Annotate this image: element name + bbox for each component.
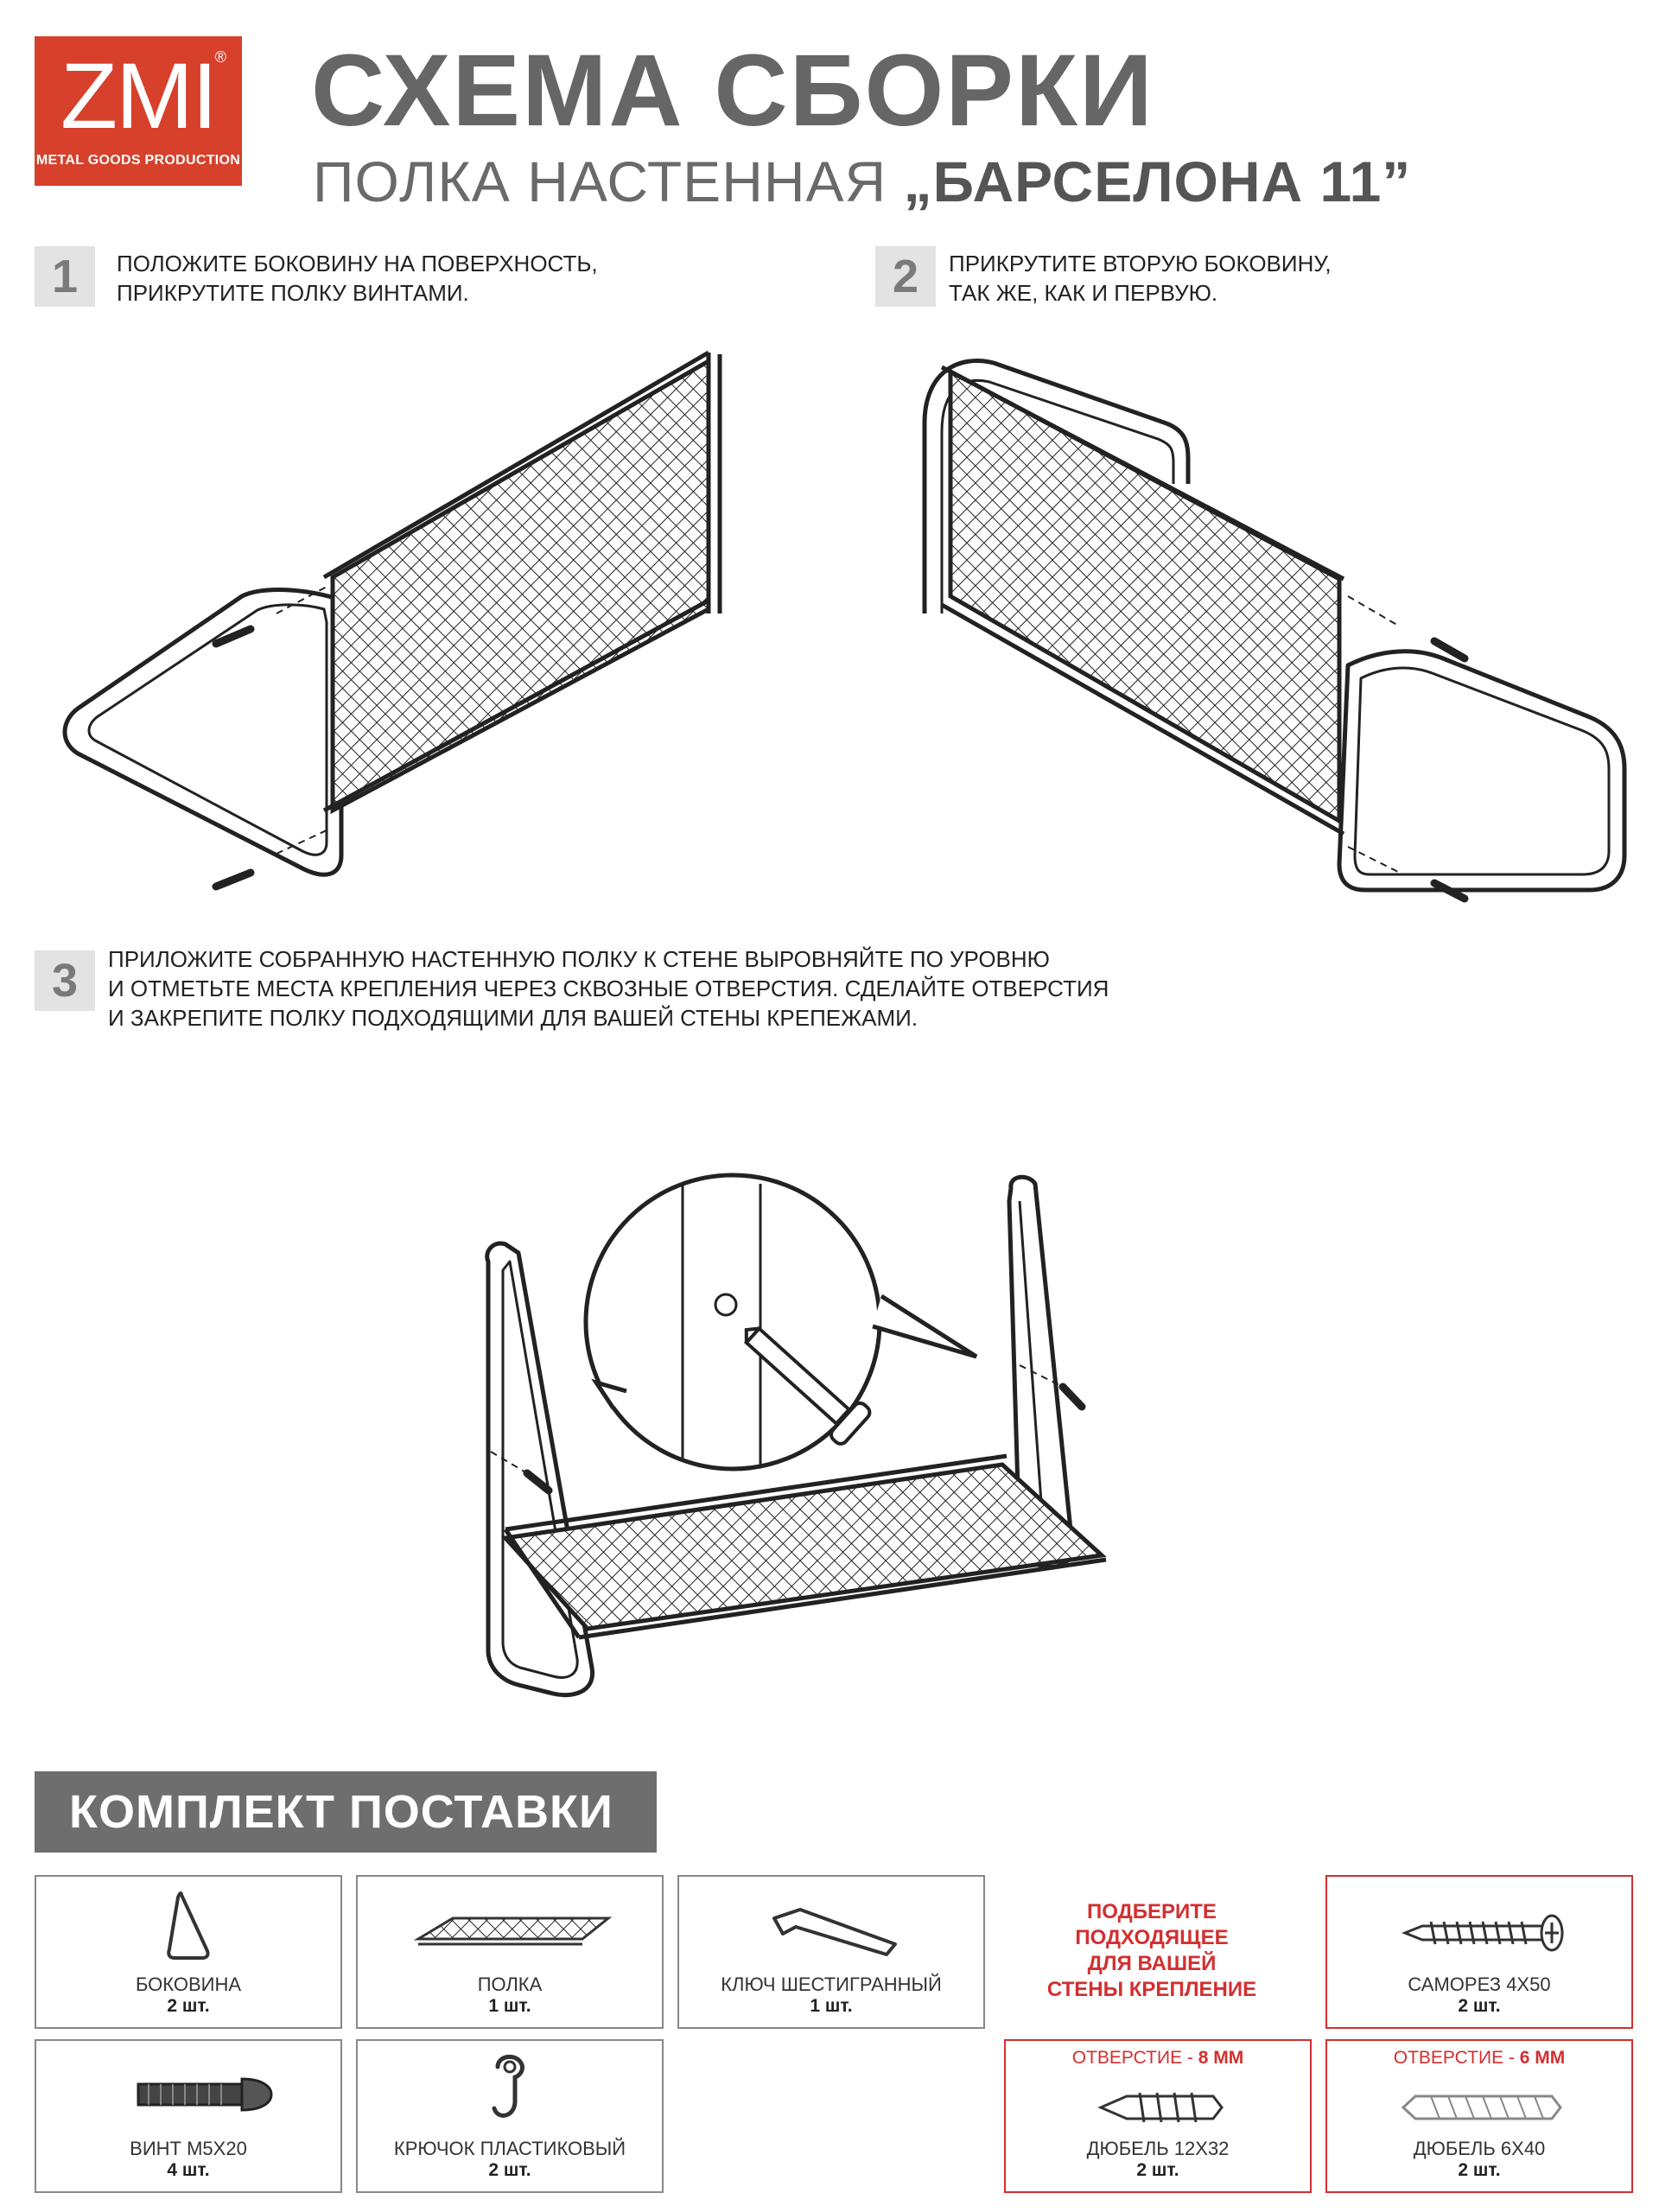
page-subtitle [313, 147, 1411, 216]
hole-prefix: ОТВЕРСТИЕ - [1071, 2048, 1198, 2068]
wood-screw-icon [1396, 1911, 1569, 1955]
kit-item-label: ВИНТ М5Х20 [130, 2138, 247, 2159]
brand-tagline: METAL GOODS PRODUCTION [35, 153, 241, 168]
kit-item-qty: 2 шт. [1458, 2160, 1501, 2180]
step-3-text [108, 944, 1109, 1033]
step-3-line-2: И ОТМЕТЬТЕ МЕСТА КРЕПЛЕНИЯ ЧЕРЕЗ СКВОЗНЫЕ ОТВЕРСТИЯ. СДЕЛАЙТЕ ОТВЕРСТИЯ [108, 976, 1109, 1001]
hook-icon [486, 2050, 537, 2133]
step-1-text [117, 249, 598, 308]
notice-line-3: ДЛЯ ВАШЕЙ [1087, 1952, 1217, 1975]
kit-item-label: БОКОВИНА [135, 1974, 242, 1995]
step-2-illustration [881, 337, 1624, 907]
step-1-line-1: ПОЛОЖИТЕ БОКОВИНУ НА ПОВЕРХНОСТЬ, [117, 251, 598, 276]
step-2-text [949, 249, 1332, 308]
kit-item-dowel-12x32 [1004, 2039, 1312, 2193]
kit-item-label: ДЮБЕЛЬ 12Х32 [1086, 2138, 1230, 2159]
kit-item-bolt [35, 2039, 342, 2193]
kit-item-dowel-6x40 [1325, 2039, 1633, 2193]
dowel-icon [1092, 2086, 1230, 2129]
kit-item-qty: 2 шт. [1458, 1996, 1501, 2016]
kit-item-qty: 2 шт. [488, 2160, 531, 2180]
subtitle-prefix: ПОЛКА НАСТЕННАЯ [313, 149, 887, 213]
kit-item-label: ПОЛКА [477, 1974, 543, 1995]
step-3-line-3: И ЗАКРЕПИТЕ ПОЛКУ ПОДХОДЯЩИМИ ДЛЯ ВАШЕЙ СТЕНЫ КРЕПЕЖАМИ. [108, 1005, 918, 1031]
hole-size-note [1006, 2048, 1310, 2069]
kit-item-label: КЛЮЧ ШЕСТИГРАННЫЙ [721, 1974, 942, 1995]
kit-item-shelf [356, 1875, 664, 2029]
kit-section-header: КОМПЛЕКТ ПОСТАВКИ [35, 1771, 657, 1853]
step-3-line-1: ПРИЛОЖИТЕ СОБРАННУЮ НАСТЕННУЮ ПОЛКУ К СТЕНЕ ВЫРОВНЯЙТЕ ПО УРОВНЮ [108, 946, 1050, 972]
step-2-number: 2 [875, 246, 936, 307]
detail-magnifier [586, 1175, 976, 1469]
kit-item-plastic-hook [356, 2039, 664, 2193]
step-1-line-2: ПРИКРУТИТЕ ПОЛКУ ВИНТАМИ. [117, 280, 469, 306]
kit-item-label: КРЮЧОК ПЛАСТИКОВЫЙ [393, 2138, 626, 2159]
step-1-illustration [43, 337, 734, 907]
kit-item-qty: 4 шт. [167, 2160, 210, 2180]
registered-mark: ® [214, 48, 226, 66]
bolt-icon [131, 2074, 278, 2117]
hole-size: 8 ММ [1198, 2048, 1244, 2068]
brand-name: ZMI [60, 43, 216, 148]
hole-prefix: ОТВЕРСТИЕ - [1393, 2048, 1520, 2068]
notice-line-2: ПОДХОДЯЩЕЕ [1075, 1926, 1229, 1949]
step-2-line-1: ПРИКРУТИТЕ ВТОРУЮ БОКОВИНУ, [949, 251, 1332, 276]
kit-item-qty: 1 шт. [810, 1996, 853, 2016]
notice-line-1: ПОДБЕРИТЕ [1087, 1900, 1217, 1923]
notice-line-4: СТЕНЫ КРЕПЛЕНИЕ [1046, 1978, 1257, 2001]
product-name: „БАРСЕЛОНА 11” [903, 149, 1412, 213]
side-frame-icon [164, 1891, 216, 1960]
step-3-illustration [467, 1175, 1175, 1711]
kit-item-side [35, 1875, 342, 2029]
step-2-line-2: ТАК ЖЕ, КАК И ПЕРВУЮ. [949, 280, 1218, 306]
kit-item-qty: 1 шт. [488, 1996, 531, 2016]
hole-size: 6 ММ [1519, 2048, 1566, 2068]
page-title: СХЕМА СБОРКИ [311, 34, 1154, 148]
kit-item-qty: 2 шт. [1136, 2160, 1179, 2180]
dowel-icon [1396, 2086, 1569, 2129]
kit-item-self-tapping-screw [1325, 1875, 1633, 2029]
hole-size-note [1327, 2048, 1631, 2069]
kit-item-hex-key [677, 1875, 985, 2029]
hex-key-icon [766, 1901, 904, 1961]
kit-item-label: ДЮБЕЛЬ 6Х40 [1413, 2138, 1546, 2159]
mounting-notice [1009, 1899, 1294, 2003]
kit-item-qty: 2 шт. [167, 1996, 210, 2016]
brand-logo [35, 36, 242, 186]
kit-item-label: САМОРЕЗ 4Х50 [1408, 1974, 1551, 1995]
step-1-number: 1 [35, 246, 95, 307]
step-3-number: 3 [35, 950, 95, 1011]
screw-icon [216, 629, 251, 887]
shelf-icon [410, 1911, 617, 1955]
